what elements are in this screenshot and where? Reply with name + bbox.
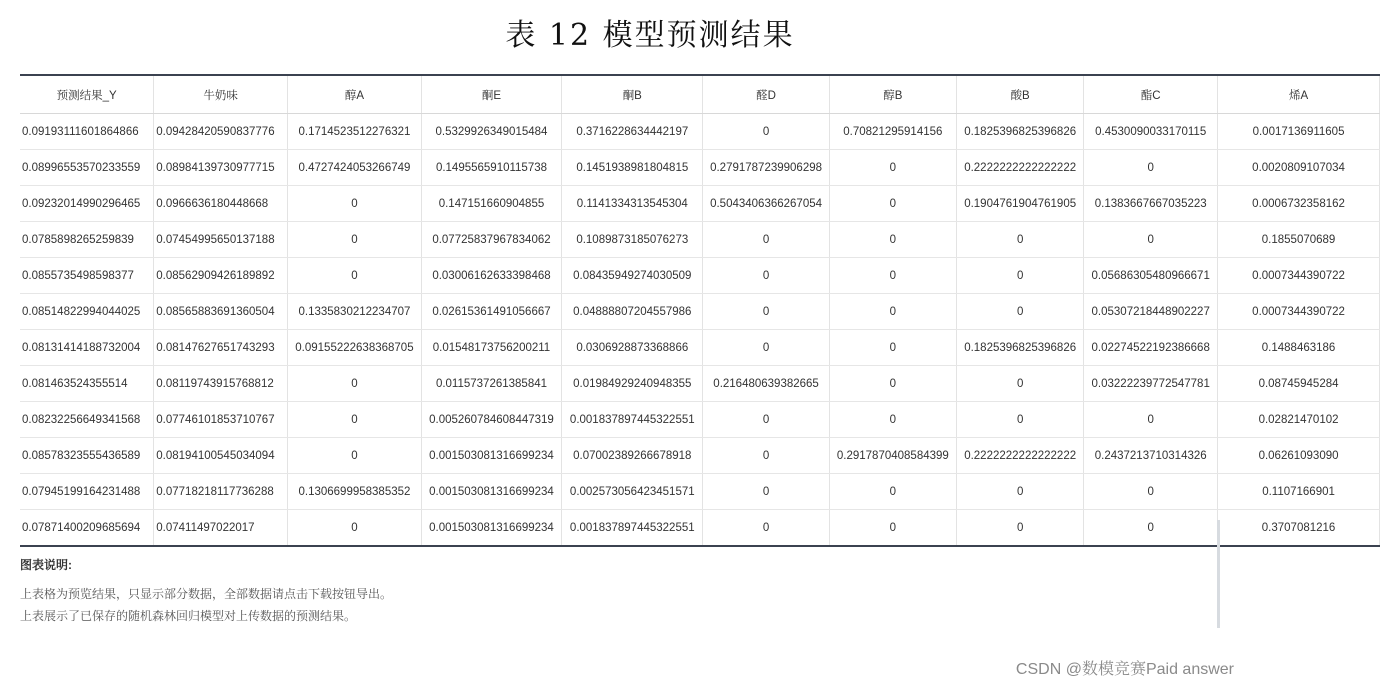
notes-heading: 图表说明: <box>20 558 72 572</box>
table-cell: 0.08119743915768812 <box>154 366 288 402</box>
table-cell: 0.1335830212234707 <box>288 294 422 330</box>
table-cell: 0 <box>703 258 829 294</box>
table-cell: 0.02821470102 <box>1218 402 1380 438</box>
table-cell: 0.09193111601864866 <box>20 114 154 150</box>
table-cell: 0.081463524355514 <box>20 366 154 402</box>
table-cell: 0.4530090033170115 <box>1084 114 1218 150</box>
table-cell: 0 <box>957 474 1084 510</box>
table-cell: 0.1383667667035223 <box>1084 186 1218 222</box>
table-cell: 0.2791787239906298 <box>703 150 829 186</box>
table-cell: 0.07411497022017 <box>154 510 288 547</box>
table-cell: 0.1107166901 <box>1218 474 1380 510</box>
table-cell: 0.07945199164231488 <box>20 474 154 510</box>
notes-line: 上表格为预览结果，只显示部分数据，全部数据请点击下载按钮导出。 <box>20 587 393 601</box>
table-cell: 0.216480639382665 <box>703 366 829 402</box>
column-header[interactable]: 酮E <box>421 75 561 114</box>
table-cell: 0 <box>829 510 956 547</box>
table-cell: 0 <box>829 330 956 366</box>
table-cell: 0.001837897445322551 <box>562 402 703 438</box>
table-cell: 0.5043406366267054 <box>703 186 829 222</box>
table-cell: 0 <box>1084 222 1218 258</box>
table-cell: 0.001503081316699234 <box>421 510 561 547</box>
notes-line: 上表展示了已保存的随机森林回归模型对上传数据的预测结果。 <box>20 609 357 623</box>
table-cell: 0.07718218117736288 <box>154 474 288 510</box>
table-cell: 0.1855070689 <box>1218 222 1380 258</box>
table-cell: 0.08745945284 <box>1218 366 1380 402</box>
table-cell: 0 <box>957 294 1084 330</box>
table-cell: 0 <box>1084 402 1218 438</box>
table-cell: 0.06261093090 <box>1218 438 1380 474</box>
horizontal-scrollbar[interactable] <box>1217 520 1220 628</box>
table-row <box>20 474 1380 510</box>
table-cell: 0 <box>288 438 422 474</box>
column-header[interactable]: 醇A <box>288 75 422 114</box>
table-cell: 0.0006732358162 <box>1218 186 1380 222</box>
table-cell: 0.2437213710314326 <box>1084 438 1218 474</box>
table-cell: 0.03222239772547781 <box>1084 366 1218 402</box>
page-title: 表 12 模型预测结果 <box>505 18 795 53</box>
table-cell: 0 <box>703 294 829 330</box>
table-body <box>20 114 1380 547</box>
table-cell: 0.09232014990296465 <box>20 186 154 222</box>
column-header[interactable]: 预测结果_Y <box>20 75 154 114</box>
column-header[interactable]: 牛奶味 <box>154 75 288 114</box>
table-cell: 0.0785898265259839 <box>20 222 154 258</box>
table-cell: 0.08194100545034094 <box>154 438 288 474</box>
table-cell: 0.0966636180448668 <box>154 186 288 222</box>
table-cell: 0 <box>1084 510 1218 547</box>
table-cell: 0.1306699958385352 <box>288 474 422 510</box>
table-cell: 0.1904761904761905 <box>957 186 1084 222</box>
column-header[interactable]: 烯A <box>1218 75 1380 114</box>
table-cell: 0.09155222638368705 <box>288 330 422 366</box>
table-cell: 0 <box>957 258 1084 294</box>
table-cell: 0 <box>829 222 956 258</box>
table-cell: 0.0020809107034 <box>1218 150 1380 186</box>
column-header[interactable]: 酯C <box>1084 75 1218 114</box>
table-cell: 0.1714523512276321 <box>288 114 422 150</box>
table-cell: 0 <box>288 510 422 547</box>
table-cell: 0 <box>288 366 422 402</box>
table-cell: 0 <box>957 222 1084 258</box>
results-table <box>20 74 1380 547</box>
table-cell: 0.07725837967834062 <box>421 222 561 258</box>
table-cell: 0.1825396825396826 <box>957 114 1084 150</box>
table-header-row <box>20 75 1380 114</box>
table-cell: 0.08435949274030509 <box>562 258 703 294</box>
table-cell: 0 <box>829 258 956 294</box>
table-cell: 0.07454995650137188 <box>154 222 288 258</box>
table-cell: 0.02274522192386668 <box>1084 330 1218 366</box>
table-cell: 0 <box>957 366 1084 402</box>
table-cell: 0 <box>957 510 1084 547</box>
table-cell: 0.001503081316699234 <box>421 474 561 510</box>
table-cell: 0.04888807204557986 <box>562 294 703 330</box>
table-cell: 0 <box>829 366 956 402</box>
table-cell: 0.70821295914156 <box>829 114 956 150</box>
table-cell: 0 <box>829 186 956 222</box>
table-cell: 0.0855735498598377 <box>20 258 154 294</box>
table-cell: 0.08562909426189892 <box>154 258 288 294</box>
table-cell: 0.0017136911605 <box>1218 114 1380 150</box>
column-header[interactable]: 酸B <box>957 75 1084 114</box>
table-row <box>20 366 1380 402</box>
table-cell: 0 <box>1084 150 1218 186</box>
table-cell: 0 <box>829 402 956 438</box>
table-cell: 0.2222222222222222 <box>957 150 1084 186</box>
table-cell: 0.07746101853710767 <box>154 402 288 438</box>
table-cell: 0 <box>703 114 829 150</box>
table-cell: 0 <box>1084 474 1218 510</box>
table-cell: 0.08996553570233559 <box>20 150 154 186</box>
table-cell: 0 <box>703 330 829 366</box>
column-header[interactable]: 醛D <box>703 75 829 114</box>
table-cell: 0 <box>703 510 829 547</box>
table-cell: 0.0306928873368866 <box>562 330 703 366</box>
table-cell: 0.1825396825396826 <box>957 330 1084 366</box>
table-row <box>20 438 1380 474</box>
column-header[interactable]: 酮B <box>562 75 703 114</box>
table-cell: 0 <box>957 402 1084 438</box>
table-cell: 0 <box>288 222 422 258</box>
table-cell: 0.08578323555436589 <box>20 438 154 474</box>
table-row <box>20 258 1380 294</box>
table-cell: 0.2222222222222222 <box>957 438 1084 474</box>
table-cell: 0 <box>703 438 829 474</box>
table-cell: 0 <box>829 150 956 186</box>
table-cell: 0 <box>703 474 829 510</box>
table-cell: 0.1488463186 <box>1218 330 1380 366</box>
table-cell: 0.005260784608447319 <box>421 402 561 438</box>
table-cell: 0 <box>829 294 956 330</box>
table-cell: 0.1141334313545304 <box>562 186 703 222</box>
table-cell: 0.002573056423451571 <box>562 474 703 510</box>
table-cell: 0 <box>288 186 422 222</box>
table-cell: 0.4727424053266749 <box>288 150 422 186</box>
table-cell: 0.0115737261385841 <box>421 366 561 402</box>
table-cell: 0 <box>703 402 829 438</box>
table-cell: 0.1495565910115738 <box>421 150 561 186</box>
table-cell: 0.08565883691360504 <box>154 294 288 330</box>
table-cell: 0 <box>288 402 422 438</box>
table-cell: 0.1089873185076273 <box>562 222 703 258</box>
table-cell: 0.2917870408584399 <box>829 438 956 474</box>
table-row <box>20 510 1380 547</box>
table-row <box>20 222 1380 258</box>
table-cell: 0.0007344390722 <box>1218 294 1380 330</box>
table-cell: 0.09428420590837776 <box>154 114 288 150</box>
column-header[interactable]: 醇B <box>829 75 956 114</box>
watermark: CSDN @数模竞赛Paid answer <box>1015 661 1234 678</box>
results-table-container[interactable] <box>20 74 1345 544</box>
table-cell: 0.03006162633398468 <box>421 258 561 294</box>
table-cell: 0.1451938981804815 <box>562 150 703 186</box>
chart-notes <box>20 556 820 627</box>
table-cell: 0.08147627651743293 <box>154 330 288 366</box>
table-row <box>20 114 1380 150</box>
table-cell: 0.05686305480966671 <box>1084 258 1218 294</box>
table-cell: 0 <box>703 222 829 258</box>
table-cell: 0.07871400209685694 <box>20 510 154 547</box>
table-cell: 0.0007344390722 <box>1218 258 1380 294</box>
table-cell: 0.01548173756200211 <box>421 330 561 366</box>
table-cell: 0.08514822994044025 <box>20 294 154 330</box>
table-cell: 0.05307218448902227 <box>1084 294 1218 330</box>
table-cell: 0.3707081216 <box>1218 510 1380 547</box>
table-cell: 0.07002389266678918 <box>562 438 703 474</box>
table-cell: 0.02615361491056667 <box>421 294 561 330</box>
table-row <box>20 150 1380 186</box>
table-cell: 0.5329926349015484 <box>421 114 561 150</box>
table-cell: 0.01984929240948355 <box>562 366 703 402</box>
table-row <box>20 186 1380 222</box>
table-cell: 0.08131414188732004 <box>20 330 154 366</box>
table-cell: 0.147151660904855 <box>421 186 561 222</box>
table-row <box>20 294 1380 330</box>
table-cell: 0.08984139730977715 <box>154 150 288 186</box>
table-cell: 0 <box>829 474 956 510</box>
table-cell: 0.08232256649341568 <box>20 402 154 438</box>
table-row <box>20 330 1380 366</box>
table-cell: 0 <box>288 258 422 294</box>
table-cell: 0.001503081316699234 <box>421 438 561 474</box>
table-cell: 0.001837897445322551 <box>562 510 703 547</box>
table-cell: 0.3716228634442197 <box>562 114 703 150</box>
table-row <box>20 402 1380 438</box>
